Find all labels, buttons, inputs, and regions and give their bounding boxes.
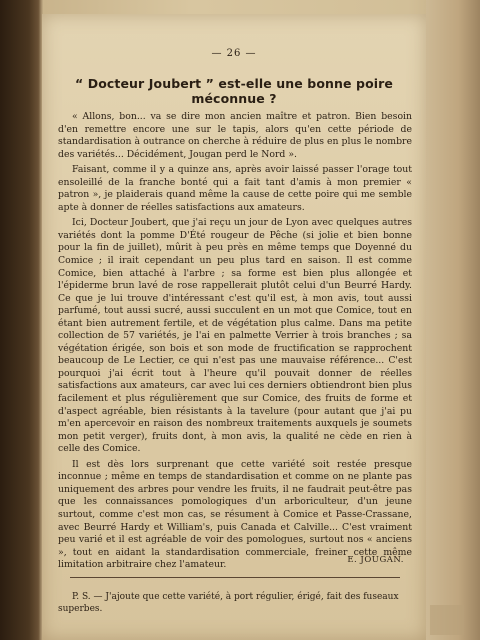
article-title: “ Docteur Joubert ” est-elle une bonne poire méconnue ?	[74, 76, 394, 106]
divider	[70, 577, 400, 578]
paragraph: Ici, Docteur Joubert, que j'ai reçu un jour de Lyon avec quelques autres variétés dont la pomme D'Été rougeur de Pêche (si jolie et bien bonne pour la fin de juillet), mûrit à peu près en même temps que Doyenné du Comice ; il irait cependant un peu plus tard en saison. Il est comme Comice, bien attaché à l'arbre ; sa forme est bien plus allongée et l'épiderme brun lavé de rose rappellerait plutôt celui d'un Beurré Hardy. Ce que je lui trouve d'intéressant c'est qu'il est, à mon avis, tout aussi parfumé, tout aussi sucré, aussi succulent en un mot que Comice, tout en étant bien autrement fertile, et de végétation plus calme. Dans ma petite collection de 57 variétés, je l'ai en palmette Verrier à trois branches ; sa végétation érigée, son bois et son mode de fructification se rapprochent beaucoup de Le Lectier, ce qui n'est pas une mauvaise référence... C'est pourquoi j'ai écrit tout à l'heure qu'il pouvait donner de réelles satisfactions aux amateurs, car avec lui ces derniers obtiendront bien plus facilement et plus régulièrement que sur Comice, des fruits de forme et d'aspect agréable, bien résistants à la tavelure (pour autant que j'ai pu m'en apercevoir en raison des nombreux traitements auxquels je soumets mon petit verger), fruits dont, à mon avis, la qualité ne cède en rien à celle des Comice.	[58, 217, 412, 455]
page-number: — 26 —	[211, 48, 257, 59]
postscript: P. S. — J'ajoute que cette variété, à port régulier, érigé, fait des fuseaux superbes.	[58, 592, 399, 615]
paragraph: « Allons, bon... va se dire mon ancien maître et patron. Bien besoin d'en remettre encore une sur le tapis, alors qu'en cette période de standardisation à outrance on cherche à réduire de plus en plus le nombre des variétés... Décidément, Jougan perd le Nord ».	[58, 111, 412, 160]
paragraph: Faisant, comme il y a quinze ans, après avoir laissé passer l'orage tout ensoleillé de la franche bonté qui a fait tant d'amis à mon premier « patron », je plaiderais quand même la cause de cette poire qui me semble apte à donner de réelles satisfactions aux amateurs.	[58, 164, 412, 213]
book-page	[42, 14, 426, 640]
paragraph: Il est dès lors surprenant que cette variété soit restée presque inconnue ; même en temps de standardisation et comme on ne plante pas uniquement des arbres pour vendre les fruits, il ne faudrait peut-être pas que les connaissances pomologiques d'un arboriculteur, d'un jeune surtout, comme c'est mon cas, se résument à Comice et Passe-Crassane, avec Beurré Hardy et William's, puis Canada et Calville... C'est vraiment peu varié et il est agréable de voir des pomologues, surtout nos « anciens », tout en aidant la standardisation commerciale, freiner cette même limitation arbitraire chez l'amateur.	[58, 458, 412, 571]
corner-mark	[430, 605, 464, 635]
book-page-edge	[426, 0, 480, 640]
signature: E. JOUGAN.	[347, 555, 404, 565]
article-body	[58, 111, 412, 575]
